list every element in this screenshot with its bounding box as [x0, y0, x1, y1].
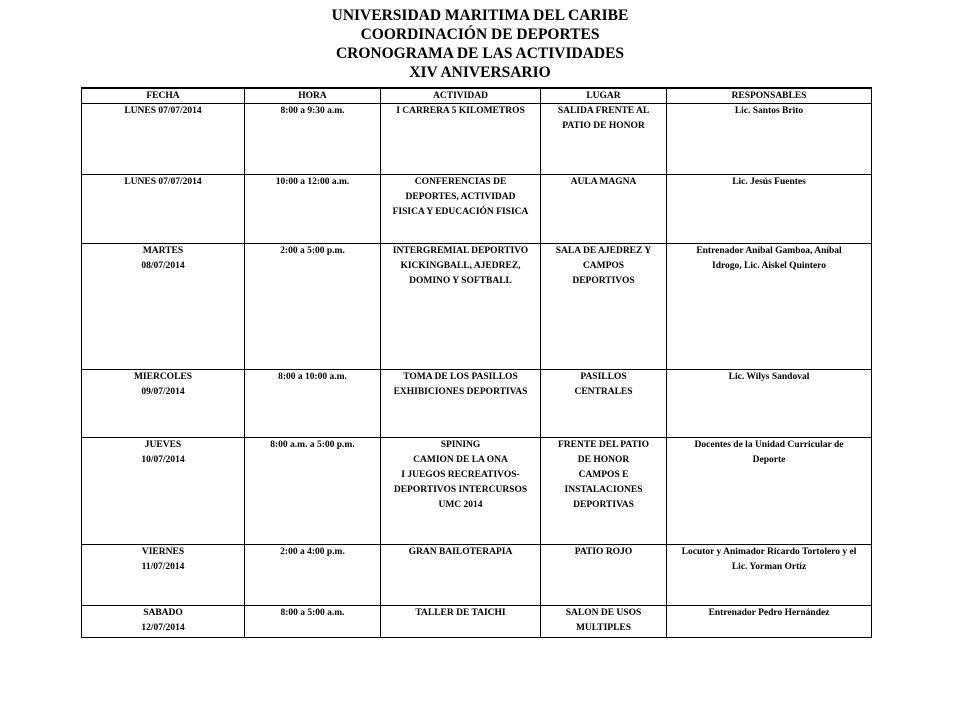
cell-line: 2:00 a 5:00 p.m. [280, 246, 345, 256]
column-header-hora: HORA [245, 88, 381, 104]
cell-line: CAMPOS E [578, 470, 629, 480]
cell-line: DEPORTIVOS INTERCURSOS [393, 485, 528, 495]
document-title: CRONOGRAMA DE LAS ACTIVIDADES [335, 45, 625, 62]
cell-fecha [82, 104, 245, 175]
cell-lugar [541, 244, 667, 370]
cell-line: SPINING [440, 440, 481, 450]
column-header-actividad: ACTIVIDAD [381, 88, 541, 104]
cell-line: VIERNES [141, 547, 185, 557]
cell-line: MIERCOLES [133, 372, 193, 382]
cell-line: FRENTE DEL PATIO [558, 440, 649, 450]
cell-hora [245, 545, 381, 606]
cell-hora [245, 370, 381, 438]
cell-line: 8:00 a 5:00 a.m. [280, 608, 345, 618]
table-row [82, 104, 872, 175]
schedule-table [81, 87, 872, 638]
university-name: UNIVERSIDAD MARITIMA DEL CARIBE [331, 7, 629, 24]
document-header [0, 6, 960, 82]
cell-hora [245, 104, 381, 175]
cell-line: UMC 2014 [438, 500, 483, 510]
cell-line: FISICA Y EDUCACIÓN FISICA [392, 207, 529, 217]
cell-line: CAMION DE LA ONA [413, 455, 508, 465]
cell-fecha [82, 438, 245, 545]
cell-line: 10:00 a 12:00 a.m. [275, 177, 350, 187]
cell-lugar [541, 104, 667, 175]
cell-fecha [82, 545, 245, 606]
column-header-responsables: RESPONSABLES [667, 88, 872, 104]
event-name: XIV ANIVERSARIO [409, 64, 551, 81]
cell-line: 2:00 a 4:00 p.m. [280, 547, 345, 557]
cell-line: DE HONOR [577, 455, 630, 465]
cell-line: PATIO ROJO [574, 547, 633, 557]
table-row [82, 438, 872, 545]
cell-actividad [381, 438, 541, 545]
cell-line: 8:00 a 9:30 a.m. [280, 106, 345, 116]
cell-lugar [541, 545, 667, 606]
cell-line: DEPORTIVAS [573, 500, 634, 510]
cell-line: SABADO [143, 608, 183, 618]
cell-line: SALIDA FRENTE AL [557, 106, 650, 116]
cell-line: DOMINO Y SOFTBALL [409, 276, 512, 286]
cell-fecha [82, 175, 245, 244]
cell-actividad [381, 104, 541, 175]
cell-line: DEPORTIVOS [572, 276, 635, 286]
cell-line: Lic. Yorman Ortíz [731, 562, 807, 572]
cell-fecha [82, 606, 245, 638]
cell-line: Docentes de la Unidad Curricular de [694, 440, 844, 450]
cell-line: MARTES [142, 246, 184, 256]
cell-line: Entrenador Pedro Hernández [708, 608, 830, 618]
cell-line: 8:00 a 10:00 a.m. [278, 372, 347, 382]
cell-fecha [82, 244, 245, 370]
cell-line: DEPORTES, ACTIVIDAD [405, 192, 516, 202]
cell-line: JUEVES [144, 440, 182, 450]
column-header-fecha: FECHA [82, 88, 245, 104]
table-row [82, 175, 872, 244]
cell-actividad [381, 370, 541, 438]
table-row [82, 545, 872, 606]
cell-line: Lic. Santos Brito [734, 106, 804, 116]
cell-line: SALA DE AJEDREZ Y [555, 246, 652, 256]
column-header-lugar: LUGAR [541, 88, 667, 104]
cell-line: TOMA DE LOS PASILLOS [403, 372, 518, 382]
cell-line: EXHIBICIONES DEPORTIVAS [393, 387, 528, 397]
cell-line: 09/07/2014 [141, 387, 185, 397]
table-row [82, 244, 872, 370]
cell-responsables [667, 370, 872, 438]
cell-lugar [541, 438, 667, 545]
cell-line: I CARRERA 5 KILOMETROS [396, 106, 525, 116]
cell-line: LUNES 07/07/2014 [124, 106, 202, 116]
cell-line: TALLER DE TAICHI [415, 608, 506, 618]
cell-line: CAMPOS [582, 261, 625, 271]
cell-lugar [541, 175, 667, 244]
cell-line: LUNES 07/07/2014 [124, 177, 202, 187]
cell-line: CENTRALES [574, 387, 633, 397]
cell-line: CONFERENCIAS DE [414, 177, 507, 187]
cell-hora [245, 244, 381, 370]
cell-responsables [667, 175, 872, 244]
cell-line: 11/07/2014 [141, 562, 185, 572]
cell-actividad [381, 545, 541, 606]
cell-line: SALON DE USOS [565, 608, 642, 618]
cell-actividad [381, 244, 541, 370]
cell-responsables [667, 438, 872, 545]
cell-line: 10/07/2014 [141, 455, 185, 465]
cell-responsables [667, 606, 872, 638]
cell-actividad [381, 606, 541, 638]
cell-line: Lic. Jesús Fuentes [732, 177, 806, 187]
cell-line: Entrenador Aníbal Gamboa, Aníbal [696, 246, 842, 256]
cell-hora [245, 438, 381, 545]
cell-line: PATIO DE HONOR [562, 121, 645, 131]
table-body [82, 104, 872, 638]
cell-actividad [381, 175, 541, 244]
cell-line: I JUEGOS RECREATIVOS- [401, 470, 520, 480]
cell-line: PASILLOS [580, 372, 627, 382]
cell-lugar [541, 606, 667, 638]
table-header-row [82, 88, 872, 104]
cell-line: INSTALACIONES [564, 485, 643, 495]
cell-line: Deporte [752, 455, 786, 465]
cell-line: KICKINGBALL, AJEDREZ, [400, 261, 521, 271]
cell-hora [245, 606, 381, 638]
cell-line: MULTIPLES [575, 623, 632, 633]
cell-lugar [541, 370, 667, 438]
cell-line: INTERGREMIAL DEPORTIVO [392, 246, 529, 256]
cell-fecha [82, 370, 245, 438]
cell-line: 12/07/2014 [141, 623, 185, 633]
cell-line: Locutor y Animador Ricardo Tortolero y el [681, 547, 857, 557]
cell-line: GRAN BAILOTERAPIA [408, 547, 513, 557]
cell-responsables [667, 104, 872, 175]
table-row [82, 606, 872, 638]
cell-line: Lic. Wilys Sandoval [728, 372, 810, 382]
cell-line: 8:00 a.m. a 5:00 p.m. [270, 440, 355, 450]
table-row [82, 370, 872, 438]
cell-hora [245, 175, 381, 244]
cell-responsables [667, 545, 872, 606]
cell-responsables [667, 244, 872, 370]
cell-line: 08/07/2014 [141, 261, 185, 271]
cell-line: Idrogo, Lic. Aiskel Quintero [712, 261, 826, 271]
department-name: COORDINACIÓN DE DEPORTES [360, 26, 600, 43]
cell-line: AULA MAGNA [570, 177, 637, 187]
